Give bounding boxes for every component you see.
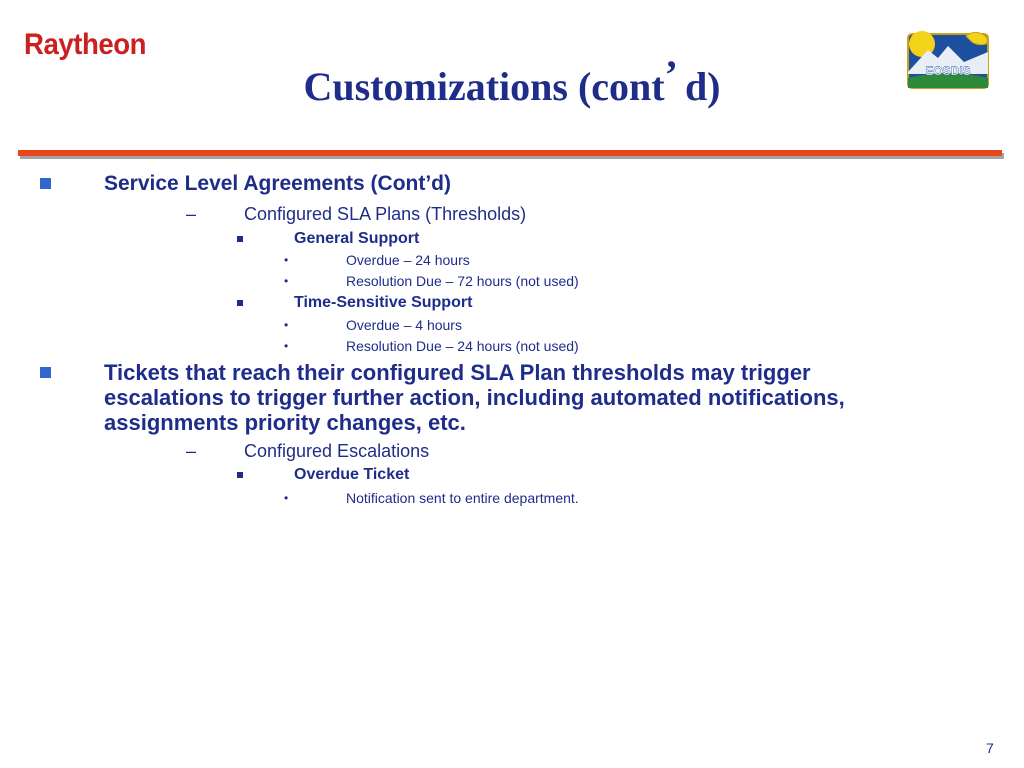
square-bullet-icon <box>40 178 51 189</box>
general-overdue-item: Overdue – 24 hours <box>346 252 470 268</box>
time-sensitive-support-label: Time-Sensitive Support <box>294 294 473 311</box>
dot-bullet-icon: • <box>284 253 289 267</box>
raytheon-logo: Raytheon <box>24 28 147 61</box>
notification-item: Notification sent to entire department. <box>346 490 579 506</box>
escalations-subheading: Configured Escalations <box>244 441 430 461</box>
general-support-label: General Support <box>294 230 420 247</box>
tickets-para-line2: escalations to trigger further action, including automated notifications, <box>104 385 845 410</box>
overdue-ticket-label: Overdue Ticket <box>294 466 410 483</box>
small-square-bullet-icon <box>237 236 243 242</box>
square-bullet-icon <box>40 367 51 378</box>
small-square-bullet-icon <box>237 300 243 306</box>
general-resolution-item: Resolution Due – 72 hours (not used) <box>346 273 579 289</box>
small-square-bullet-icon <box>237 472 243 478</box>
dot-bullet-icon: • <box>284 491 289 505</box>
dot-bullet-icon: • <box>284 318 289 332</box>
dot-bullet-icon: • <box>284 274 289 288</box>
eosdis-logo-text: EOSDIS <box>925 64 971 78</box>
slide-title-end: d) <box>674 64 721 109</box>
sla-heading: Service Level Agreements (Cont’d) <box>104 172 451 195</box>
sla-plans-subheading: Configured SLA Plans (Thresholds) <box>244 204 527 224</box>
time-overdue-item: Overdue – 4 hours <box>346 317 462 333</box>
tickets-para-line1: Tickets that reach their configured SLA Plan thresholds may trigger <box>104 360 811 385</box>
dash-bullet-icon: – <box>186 441 197 461</box>
dash-bullet-icon: – <box>186 204 197 224</box>
slide-title-apostrophe: ’ <box>664 52 675 97</box>
tickets-para-line3: assignments priority changes, etc. <box>104 410 466 435</box>
slide-title-main: Customizations (cont <box>303 64 665 109</box>
time-resolution-item: Resolution Due – 24 hours (not used) <box>346 338 579 354</box>
dot-bullet-icon: • <box>284 339 289 353</box>
page-number: 7 <box>986 740 994 756</box>
